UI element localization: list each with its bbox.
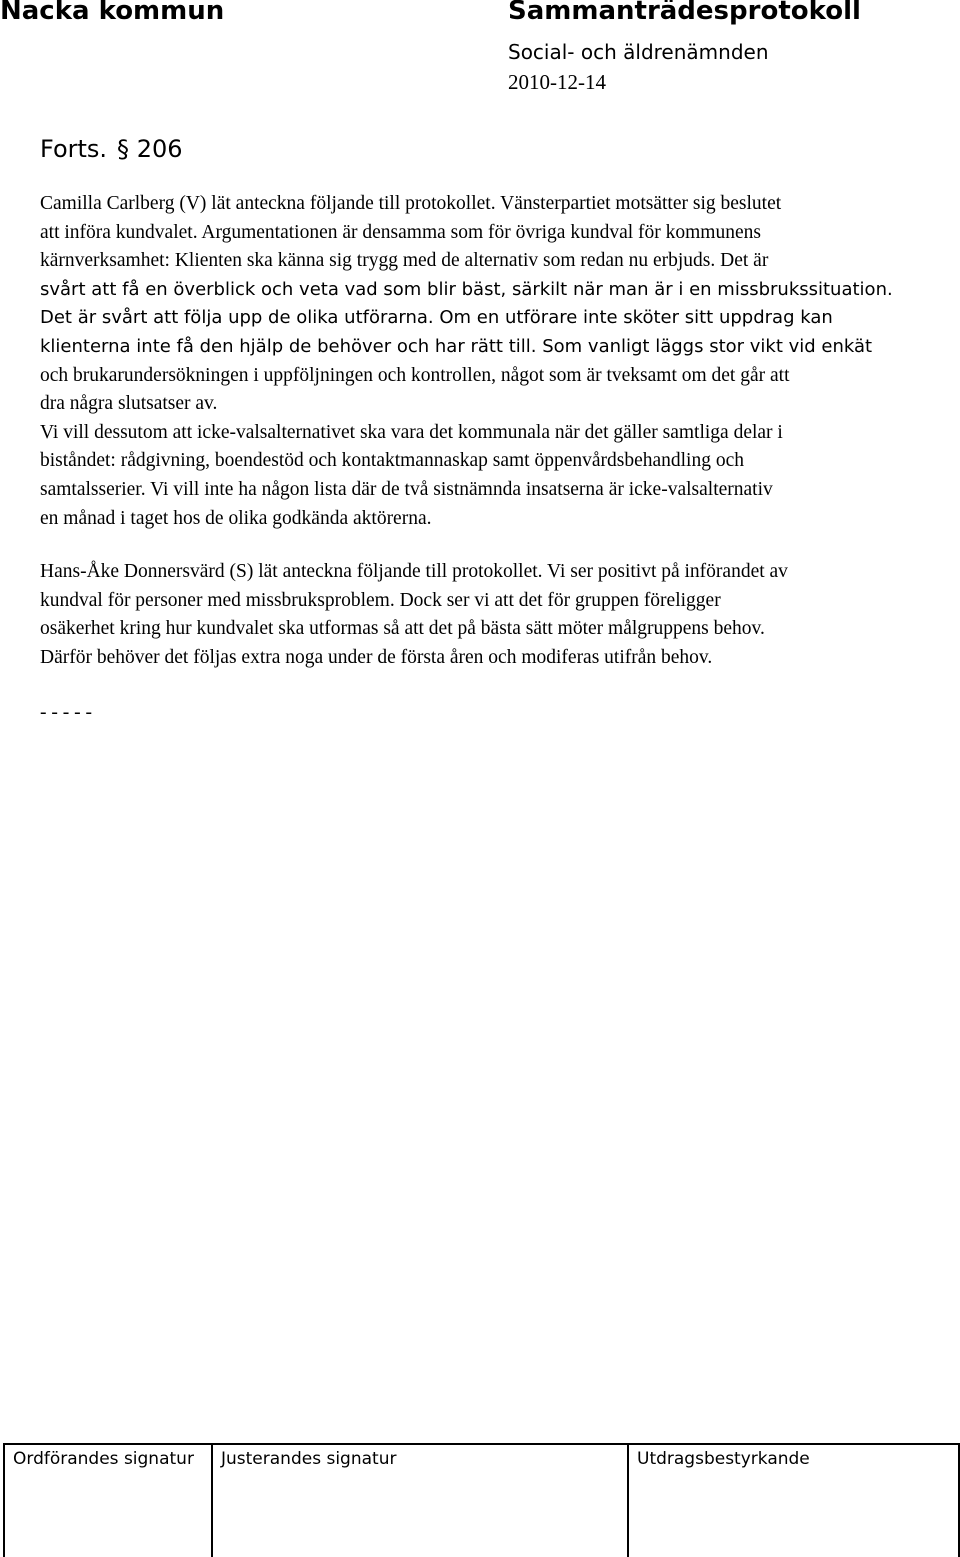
signature-chairman [5,1445,213,1557]
text-line: samtalsserier. Vi vill inte ha någon lista där de två sistnämnda insatserna är icke-valsalternativ [40,478,773,500]
statement-carlberg [40,190,960,533]
text-line: kärnverksamhet: Klienten ska känna sig trygg med de alternativ som redan nu erbjuds. Det är [40,250,769,272]
signature-extract-certification [629,1445,960,1557]
text-line: och brukarundersökningen i uppföljningen och kontrollen, något som är tveksamt om det går att [40,364,790,386]
text-line: Hans-Åke Donnersvärd (S) lät anteckna följande till protokollet. Vi ser positivt på införandet av [40,561,788,582]
section-symbol: § [117,135,130,163]
document-title: Sammanträdesprotokoll [508,0,861,26]
section-number: 206 [136,135,183,163]
signature-chairman-label: Ordförandes signatur [13,1449,194,1469]
text-line: Camilla Carlberg (V) lät anteckna följande till protokollet. Vänsterpartiet motsätter sig beslutet [40,193,782,214]
signature-adjuster [213,1445,629,1557]
text-line: klienterna inte få den hjälp de behöver och har rätt till. Som vanligt läggs stor vikt vid enkät [40,335,873,357]
text-line: Vi vill dessutom att icke-valsalternativet ska vara det kommunala när det gäller samtliga delar i [40,421,783,443]
org-name: Nacka kommun [0,0,225,26]
section-prefix: Forts. [40,135,108,163]
text-line: osäkerhet kring hur kundvalet ska utformas så att det på bästa sätt möter målgruppens behov. [40,618,765,640]
text-line: en månad i taget hos de olika godkända aktörerna. [40,507,432,529]
text-line: Därför behöver det följas extra noga under de första åren och modiferas utifrån behov. [40,646,713,668]
text-line: kundval för personer med missbruksproblem. Dock ser vi att det för gruppen föreligger [40,589,721,611]
signature-table [3,1443,960,1557]
signature-adjuster-label: Justerandes signatur [221,1449,397,1469]
text-line: biståndet: rådgivning, boendestöd och kontaktmannaskap samt öppenvårdsbehandling och [40,450,745,472]
statement-donnersvard [40,558,960,672]
text-line: att införa kundvalet. Argumentationen är densamma som för övriga kundval för kommunens [40,221,761,243]
section-reference [40,135,183,163]
text-line: dra några slutsatser av. [40,393,218,415]
meeting-date: 2010-12-14 [508,70,606,94]
signature-extract-label: Utdragsbestyrkande [637,1449,810,1469]
text-line: svårt att få en överblick och veta vad som blir bäst, särkilt när man är i en missbrukssituation. [40,278,893,300]
committee-name: Social- och äldrenämnden [508,40,769,64]
separator-dashes: - - - - - [40,702,92,723]
text-line: Det är svårt att följa upp de olika utförarna. Om en utförare inte sköter sitt uppdrag kan [40,307,833,329]
